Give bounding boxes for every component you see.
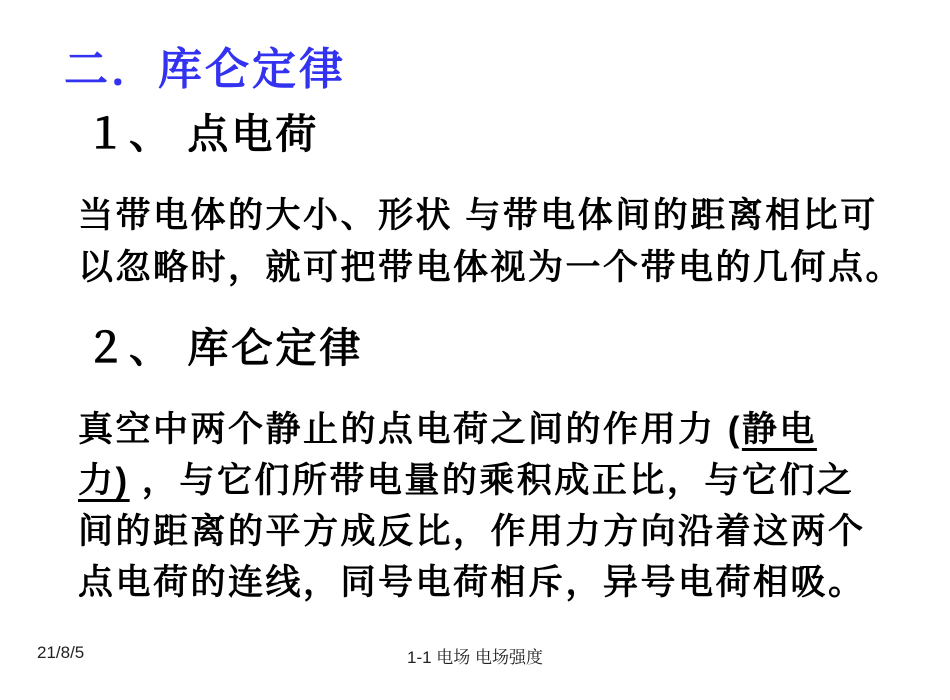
footer-date: 21/8/5 — [37, 643, 85, 662]
paragraph-line: 当带电体的大小、形状 与带电体间的距离相比可 — [78, 196, 878, 235]
heading-coulomb-law: ２、 库仑定律 — [85, 325, 364, 371]
paragraph-line — [78, 404, 866, 455]
footer-section-label: 1-1 电场 电场强度 — [406, 648, 544, 667]
text-segment: ，与它们所带电量的乘积成正比，与它们之 — [129, 461, 855, 500]
slide-title: 二．库仑定律 — [64, 45, 346, 94]
paragraph-line: 以忽略时，就可把带电体视为一个带电的几何点。 — [78, 248, 904, 287]
underlined-term: 力) — [78, 461, 130, 500]
underlined-term: 静电 — [741, 410, 817, 449]
paragraph-line: 点电荷的连线，同号电荷相斥，异号电荷相吸。 — [78, 563, 866, 602]
paragraph-line — [78, 455, 866, 506]
paragraph-line: 间的距离的平方成反比，作用力方向沿着这两个 — [78, 512, 866, 551]
text-segment: 真空中两个静止的点电荷之间的作用力 ( — [78, 410, 742, 449]
paragraph-point-charge — [78, 190, 903, 294]
paragraph-coulomb-law — [78, 404, 866, 608]
heading-point-charge: １、 点电荷 — [85, 111, 320, 157]
